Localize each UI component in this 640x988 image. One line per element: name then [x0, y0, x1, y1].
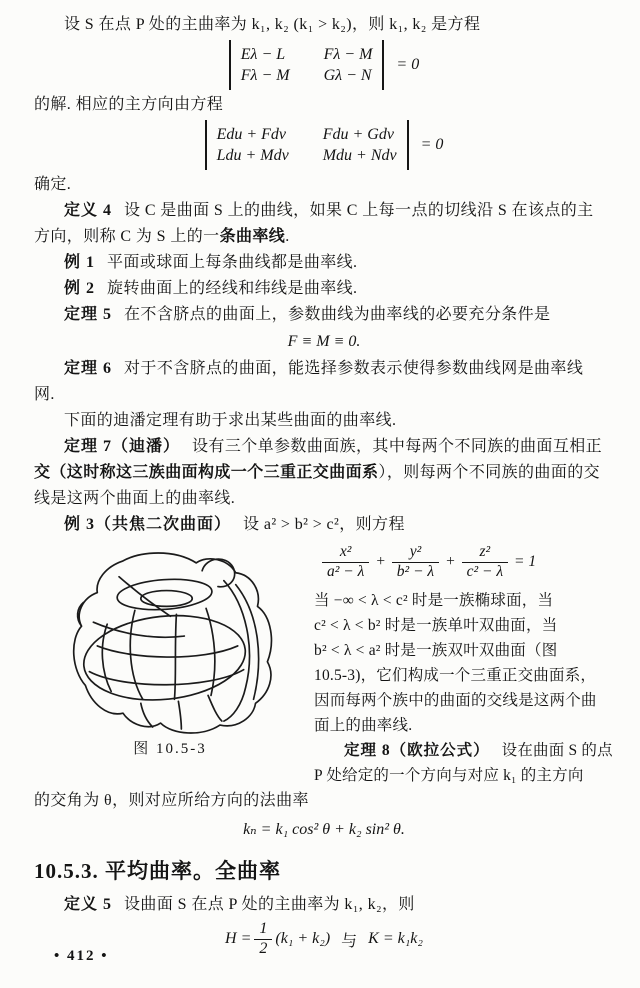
example-1-label: 例 1 [64, 254, 96, 271]
definition-5 [34, 892, 614, 918]
equation-mean-gauss-curvature [34, 918, 614, 960]
theorem-5-label: 定理 5 [64, 306, 113, 323]
equation-f-m-zero: F ≡ M ≡ 0. [287, 333, 361, 350]
matrix-cell: Fdu + Gdv [322, 125, 394, 143]
determinant-right-bar [382, 40, 384, 90]
fraction-numerator: y² [409, 543, 422, 561]
right-col-line: 10.5-3)，它们构成一个三重正交曲面系， [314, 667, 597, 684]
determinant-left-bar [205, 120, 207, 170]
theorem-5 [34, 302, 614, 328]
section-heading-10-5-3: 10.5.3. 平均曲率。全曲率 [34, 859, 281, 883]
figure-confocal-quadrics-sketch [36, 542, 301, 738]
matrix-cell: Fλ − M [323, 45, 373, 63]
right-col-line: b² < λ < a² 时是一族双叶双曲面（图 [314, 642, 558, 659]
plus-sign: + [445, 553, 456, 570]
plus-sign: + [375, 553, 386, 570]
fraction-denominator: c² − λ [462, 562, 508, 580]
equation-principal-curvature-determinant [34, 40, 614, 90]
equation-rhs: = 1 [514, 553, 537, 570]
matrix-cell: Eλ − L [240, 45, 286, 63]
figure-column [34, 542, 306, 788]
paragraph-dupin-intro: 下面的迪潘定理有助于求出某些曲面的曲率线. [64, 412, 397, 429]
fraction-denominator: 2 [254, 939, 272, 958]
theorem-6-text: 对于不含脐点的曲面，能选择参数表示使得参数曲线网是曲率线 [124, 360, 584, 377]
fraction-numerator: x² [339, 543, 352, 561]
equation-euler-formula: kₙ = k₁ cos² θ + k₂ sin² θ. [243, 821, 405, 838]
matrix-cell: Edu + Fdv [216, 125, 287, 143]
right-text-column [306, 542, 614, 788]
example-1 [34, 250, 614, 276]
equation-term: (k₁ + k₂) [275, 930, 331, 947]
fraction-y [392, 544, 439, 580]
equation-rhs: = 0 [396, 56, 420, 73]
right-col-line: 当 −∞ < λ < c² 时是一族椭球面，当 [314, 592, 554, 609]
definition-4-line2 [34, 224, 614, 250]
theorem-7-label: 定理 7（迪潘） [64, 438, 181, 455]
determinant-left-bar [229, 40, 231, 90]
page-number: • 412 • [54, 948, 109, 964]
theorem-8-line1 [314, 738, 614, 763]
definition-4-text: 设 C 是曲面 S 上的曲线，如果 C 上每一点的切线沿 S 在该点的主 [124, 202, 594, 219]
equation-confocal-quadrics [322, 542, 614, 582]
theorem-6-line1 [34, 356, 614, 382]
equation-principal-direction-determinant [34, 120, 614, 170]
paragraph-queding: 确定. [34, 176, 72, 193]
equation-lhs: H = [225, 930, 252, 947]
right-col-line: 面上的曲率线. [314, 717, 413, 734]
fraction-numerator: z² [479, 543, 491, 561]
matrix-cell: Gλ − N [323, 66, 372, 84]
paragraph-principal-curvature-intro: 设 S 在点 P 处的主曲率为 k₁, k₂ (k₁ > k₂)，则 k₁, k₂ 是方程 [64, 16, 481, 33]
theorem-8-text: 设在曲面 S 的点 [501, 742, 613, 759]
right-col-line: c² < λ < b² 时是一族单叶双曲面，当 [314, 617, 558, 634]
matrix-cell: Ldu + Mdv [216, 146, 289, 164]
definition-4-text: 方向，则称 C 为 S 上的一 [34, 228, 220, 245]
definition-4-line1 [34, 198, 614, 224]
theorem-5-text: 在不含脐点的曲面上，参数曲线为曲率线的必要充分条件是 [124, 306, 551, 323]
equation-term: K = k₁k₂ [368, 930, 423, 947]
figure-text-zone [34, 542, 614, 788]
right-col-line: 因而每两个族中的曲面的交线是这两个曲 [314, 692, 597, 709]
definition-4-text: . [285, 228, 290, 245]
example-1-text: 平面或球面上每条曲线都是曲率线. [107, 254, 358, 271]
paragraph-solution-direction: 的解. 相应的主方向由方程 [34, 96, 224, 113]
definition-5-text: 设曲面 S 在点 P 处的主曲率为 k₁, k₂，则 [124, 896, 415, 913]
theorem-6-label: 定理 6 [64, 360, 113, 377]
fraction-z [462, 544, 508, 580]
theorem-8-line2: P 处给定的一个方向与对应 k₁ 的主方向 [314, 767, 584, 784]
example-3-text: 设 a² > b² > c²，则方程 [243, 516, 405, 533]
theorem-8-label: 定理 8（欧拉公式） [344, 742, 490, 759]
theorem-6-line2: 网. [34, 386, 55, 403]
theorem-7-line1 [34, 434, 614, 460]
determinant-right-bar [407, 120, 409, 170]
example-3-label: 例 3（共焦二次曲面） [64, 516, 232, 533]
fraction-x [322, 544, 369, 580]
theorem-7-text: 交（这时称这三族曲面构成一个 [34, 464, 264, 481]
determinant-matrix [217, 126, 397, 165]
fraction-denominator: a² − λ [322, 562, 369, 580]
figure-caption: 图 10.5-3 [133, 741, 207, 757]
fraction-denominator: b² − λ [392, 562, 439, 580]
theorem-7-line2 [34, 460, 614, 486]
example-2-label: 例 2 [64, 280, 96, 297]
fraction-one-half [254, 921, 272, 958]
theorem-7-text: 设有三个单参数曲面族，其中每两个不同族的曲面互相正 [192, 438, 603, 455]
matrix-cell: Mdu + Ndv [322, 146, 397, 164]
determinant-matrix [241, 46, 373, 85]
term-curvature-line: 条曲率线 [219, 228, 286, 245]
definition-4-label: 定义 4 [64, 202, 113, 219]
term-triply-orthogonal-system: 三重正交曲面系 [263, 464, 379, 481]
example-2-text: 旋转曲面上的经线和纬线是曲率线. [107, 280, 358, 297]
example-2 [34, 276, 614, 302]
theorem-8-continuation: 的交角为 θ，则对应所给方向的法曲率 [34, 792, 309, 809]
conjunction-yu: 与 [341, 932, 358, 950]
fraction-numerator: 1 [259, 919, 268, 937]
example-3 [34, 512, 614, 538]
definition-5-label: 定义 5 [64, 896, 113, 913]
theorem-7-text: ），则每两个不同族的曲面的交 [378, 464, 601, 481]
matrix-cell: Fλ − M [240, 66, 290, 84]
theorem-7-line3: 线是这两个曲面上的曲率线. [34, 490, 236, 507]
equation-rhs: = 0 [420, 136, 444, 153]
